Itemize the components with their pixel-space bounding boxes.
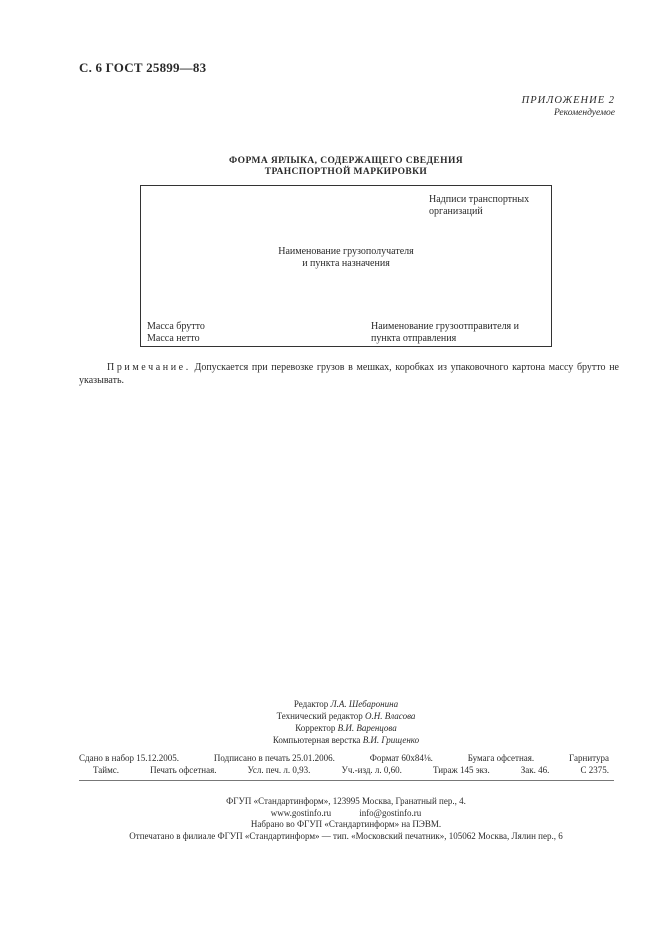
credit-editor-name: Л.А. Шебаронина [330, 699, 399, 709]
label-consignee-line2: и пункта назначения [302, 258, 390, 269]
form-title-line1: ФОРМА ЯРЛЫКА, СОДЕРЖАЩЕГО СВЕДЕНИЯ [229, 156, 463, 166]
label-consignee-line1: Наименование грузополучателя [278, 246, 414, 257]
credit-tech-name: О.Н. Власова [365, 711, 416, 721]
footer-email-link[interactable]: info@gostinfo.ru [359, 807, 422, 818]
credit-tech-editor [0, 710, 661, 722]
footer-printed-note: Отпечатано в филиале ФГУП «Стандартинформ» — тип. «Московский печатник», 105062 Москва, Лялин пер., 6 [129, 830, 563, 841]
label-carrier-notes-line2: организаций [429, 206, 483, 217]
pub-print-sheets: Усл. печ. л. 0,93. [247, 765, 311, 775]
publication-info [79, 752, 609, 776]
footer-typeset-note: Набрано во ФГУП «Стандартинформ» на ПЭВМ. [250, 819, 442, 829]
shipping-label-form [140, 185, 552, 347]
credit-layout-name: В.И. Грищенко [362, 735, 420, 745]
label-consignor [371, 321, 519, 345]
credit-corrector [0, 722, 661, 734]
pub-typeset-date: Сдано в набор 15.12.2005. [79, 753, 180, 763]
credit-editor [0, 698, 661, 710]
footer-website-link[interactable]: www.gostinfo.ru [270, 807, 332, 818]
publication-row1 [79, 752, 609, 764]
label-mass [147, 321, 205, 345]
credit-corrector-role: Корректор [295, 723, 336, 733]
pub-print-run: Тираж 145 экз. [432, 765, 490, 775]
form-title-line2: ТРАНСПОРТНОЙ МАРКИРОВКИ [264, 167, 428, 177]
form-title [0, 156, 661, 178]
pub-format: Формат 60x84⅛. [369, 753, 433, 763]
appendix-heading [522, 94, 615, 120]
appendix-subtitle: Рекомендуемое [553, 108, 615, 118]
credit-tech-role: Технический редактор [276, 711, 363, 721]
pub-paper: Бумага офсетная. [467, 753, 535, 763]
note-text: Допускается при перевозке грузов в мешках, коробках из упаковочного картона массу брутто не указывать. [79, 362, 619, 386]
pub-signed-date: Подписано в печать 25.01.2006. [213, 753, 335, 763]
label-carrier-notes [429, 194, 529, 218]
pub-typeface: Гарнитура [569, 753, 609, 763]
credit-corrector-name: В.И. Варенцова [337, 723, 397, 733]
pub-code: С 2375. [580, 765, 609, 775]
credits-block [0, 698, 661, 746]
pub-order: Зак. 46. [520, 765, 550, 775]
footer-contacts [257, 808, 435, 820]
credit-editor-role: Редактор [293, 699, 329, 709]
appendix-title: ПРИЛОЖЕНИЕ 2 [521, 95, 615, 106]
label-carrier-notes-line1: Надписи транспортных [429, 194, 530, 205]
footer-divider [79, 780, 614, 781]
publisher-footer [0, 796, 661, 842]
pub-publisher-sheets: Уч.-изд. л. 0,60. [341, 765, 402, 775]
page-header: С. 6 ГОСТ 25899—83 [79, 60, 207, 75]
pub-print-type: Печать офсетная. [150, 765, 217, 775]
label-consignee [141, 246, 551, 270]
note-label: Примечание. [107, 362, 191, 373]
label-consignor-line2: пункта отправления [371, 333, 457, 344]
pub-font-name: Таймс. [93, 765, 120, 775]
credit-layout-role: Компьютерная верстка [272, 735, 361, 745]
publication-row2 [79, 764, 609, 776]
label-consignor-line1: Наименование грузоотправителя и [371, 321, 520, 332]
note-paragraph [79, 362, 619, 387]
label-gross-mass: Масса брутто [147, 321, 205, 332]
footer-address: ФГУП «Стандартинформ», 123995 Москва, Гранатный пер., 4. [226, 796, 466, 806]
label-net-mass: Масса нетто [147, 333, 200, 344]
credit-layout [0, 734, 661, 746]
